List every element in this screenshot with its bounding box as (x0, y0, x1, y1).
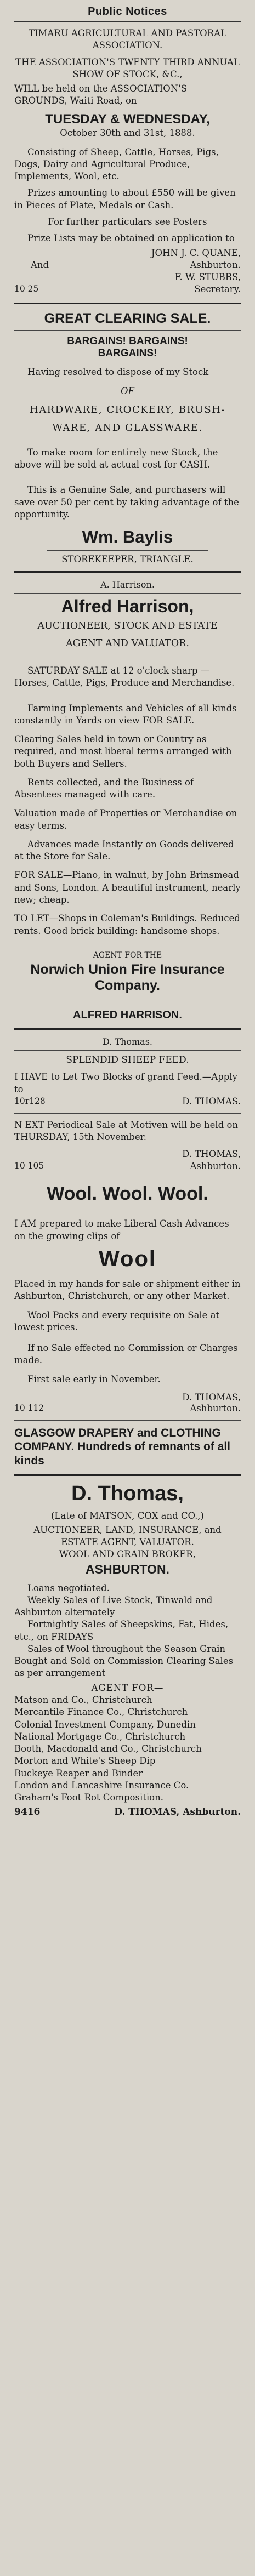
wool-ad (0, 1184, 255, 1415)
thomas1-sig2: D. THOMAS, (182, 1148, 241, 1159)
divider (14, 1050, 241, 1051)
harrison-bottom-name: ALFRED HARRISON. (73, 1009, 182, 1022)
harrison-name: Alfred Harrison, (61, 596, 194, 616)
clearing-bargains1: BARGAINS! BARGAINS! (67, 335, 188, 347)
thomas1-head: SPLENDID SHEEP FEED. (66, 1055, 189, 1066)
harrison-advances: Advances made Instantly on Goods delivered at the Store for Sale. (14, 839, 234, 862)
list-item: Morton and White's Sheep Dip (14, 1756, 156, 1766)
tap-and: And (31, 259, 49, 270)
tap-consisting: Consisting of Sheep, Cattle, Horses, Pigs, Dogs, Dairy and Agricultural Produce, Implements, Wool, etc. (14, 146, 219, 182)
list-item: National Mortgage Co., Christchurch (14, 1731, 186, 1742)
wool-p1: Placed in my hands for sale or shipment either in Ashburton, Christchurch, or any other Market. (14, 1279, 241, 1302)
divider (14, 1474, 241, 1476)
clearing-items1: HARDWARE, CROCKERY, BRUSH- (30, 403, 225, 415)
tap-sig2-role: Secretary. (194, 284, 241, 295)
thomas1-ref2: 10 105 (14, 1160, 44, 1171)
glasgow-ad (0, 1426, 255, 1468)
thomas2-role: AUCTIONEER, LAND, INSURANCE, and ESTATE AGENT, VALUATOR. (33, 1524, 222, 1548)
clearing-title: GREAT CLEARING SALE. (44, 310, 211, 326)
thomas1-place: Ashburton. (190, 1160, 241, 1171)
divider (47, 550, 208, 551)
wool-sig: D. THOMAS, (182, 1392, 241, 1403)
glasgow-text: GLASGOW DRAPERY and CLOTHING COMPANY. Hundreds of remnants of all kinds (14, 1427, 230, 1467)
thomas2-sig: D. THOMAS, Ashburton. (114, 1806, 241, 1818)
harrison-tolet: TO LET—Shops in Coleman's Buildings. Reduced rents. Good brick building: handsome shops. (14, 913, 240, 936)
tap-ref: 10 25 (14, 284, 39, 294)
harrison-norwich: Norwich Union Fire Insurance Company. (30, 961, 225, 993)
tap-prizes: Prizes amounting to about £550 will be given in Pieces of Plate, Medals or Cash. (14, 187, 236, 210)
thomas2-fort: Fortnightly Sales of Sheepskins, Fat, Hides, etc., on FRIDAYS (14, 1619, 229, 1642)
tap-dates: TUESDAY & WEDNESDAY, (45, 111, 210, 127)
list-item: Graham's Foot Rot Composition. (14, 1792, 163, 1803)
thomas1-sig: D. THOMAS. (182, 1096, 241, 1107)
harrison-rents: Rents collected, and the Business of Absentees managed with care. (14, 777, 194, 800)
wool-lead: I AM prepared to make Liberal Cash Advances on the growing clips of (14, 1218, 229, 1241)
thomas2-loans: Loans negotiated. (27, 1582, 110, 1593)
harrison-ad (0, 597, 255, 1022)
harrison-farming: Farming Implements and Vehicles of all kinds constantly in Yards on view FOR SALE. (14, 703, 237, 726)
harrison-forsale: FOR SALE—Piano, in walnut, by John Brinsmead and Sons, London. A beautiful instrument, nearly new; cheap. (14, 870, 241, 905)
clearing-body2: To make room for entirely new Stock, the above will be sold at actual cost for CASH. (14, 447, 218, 470)
list-item: Booth, Macdonald and Co., Christchurch (14, 1743, 202, 1754)
thomas2-ad (0, 1483, 255, 1819)
tap-lead2: WILL be held on the ASSOCIATION'S GROUNDS, Waiti Road, on (14, 83, 187, 106)
harrison-agent-for: AGENT FOR THE (93, 950, 162, 960)
clearing-role: STOREKEEPER, TRIANGLE. (61, 554, 194, 565)
divider (14, 1028, 241, 1030)
thomas2-shipment: Sales of Wool throughout the Season Grain Bought and Sold on Commission Clearing Sales as per arrangement (14, 1643, 234, 1679)
wool-big: Wool (98, 1247, 156, 1272)
harrison-sat: SATURDAY SALE at 12 o'clock sharp —Horses, Cattle, Pigs, Produce and Merchandise. (14, 665, 235, 688)
thomas1-ref: 10r128 (14, 1096, 46, 1106)
wool-title: Wool. Wool. Wool. (47, 1183, 208, 1205)
clearing-items2: WARE, AND GLASSWARE. (52, 421, 203, 434)
wool-ref: 10 112 (14, 1403, 44, 1413)
list-item: Matson and Co., Christchurch (14, 1695, 152, 1705)
thomas1-body: I HAVE to Let Two Blocks of grand Feed.—Apply to (14, 1072, 237, 1095)
tap-notice (0, 22, 255, 296)
divider (14, 593, 241, 594)
clearing-bargains2: BARGAINS! (98, 347, 157, 360)
clearing-body1: Having resolved to dispose of my Stock (27, 367, 209, 378)
wool-p3: If no Sale effected no Commission or Charges made. (14, 1343, 238, 1366)
harrison-valuation: Valuation made of Properties or Merchandise on easy terms. (14, 808, 237, 831)
wool-place: Ashburton. (190, 1403, 241, 1414)
tap-lead: THE ASSOCIATION'S TWENTY THIRD ANNUAL SHOW OF STOCK, &C., (15, 56, 240, 79)
thomas2-wool: WOOL AND GRAIN BROKER, (59, 1549, 196, 1560)
divider (14, 303, 241, 304)
tap-dates2: October 30th and 31st, 1888. (60, 128, 195, 139)
divider (14, 330, 241, 331)
tap-lists: Prize Lists may be obtained on application to (27, 233, 235, 244)
divider (14, 571, 241, 573)
wool-p2: Wool Packs and every requisite on Sale at lowest prices. (14, 1309, 220, 1332)
section-header: Public Notices (88, 5, 167, 18)
tap-org: TIMARU AGRICULTURAL AND PASTORAL ASSOCIATION. (28, 28, 226, 51)
tap-sig1-name: JOHN J. C. QUANE, (151, 247, 241, 258)
thomas2-ref: 9416 (14, 1806, 41, 1818)
clearing-sale (0, 311, 255, 565)
thomas2-agent-list (14, 1694, 241, 1804)
tap-sig1-place: Ashburton. (190, 259, 241, 270)
thomas2-name: D. Thomas, (71, 1481, 184, 1505)
thomas2-agent: AGENT FOR— (91, 1682, 164, 1693)
harrison-role: AUCTIONEER, STOCK AND ESTATE (37, 620, 218, 632)
thomas1-small-title: D. Thomas. (102, 1036, 153, 1047)
list-item: Mercantile Finance Co., Christchurch (14, 1707, 188, 1718)
divider (14, 1113, 241, 1114)
thomas2-late: (Late of MATSON, COX and CO.,) (50, 1510, 204, 1521)
harrison-role2: AGENT AND VALUATOR. (66, 638, 189, 649)
wool-p4: First sale early in November. (27, 1374, 161, 1384)
list-item: London and Lancashire Insurance Co. (14, 1780, 189, 1791)
thomas2-place: ASHBURTON. (86, 1561, 169, 1576)
thomas2-weekly: Weekly Sales of Live Stock, Tinwald and Ashburton alternately (14, 1594, 213, 1618)
clearing-body3: This is a Genuine Sale, and purchasers will save over 50 per cent by taking advantage of the opportunity. (14, 485, 239, 520)
tap-sig2-name: F. W. STUBBS, (174, 272, 241, 283)
list-item: Buckeye Reaper and Binder (14, 1768, 143, 1779)
thomas1-next: N EXT Periodical Sale at Motiven will be held on THURSDAY, 15th November. (14, 1120, 239, 1143)
tap-posters: For further particulars see Posters (48, 216, 207, 227)
harrison-small-title: A. Harrison. (100, 579, 155, 590)
list-item: Colonial Investment Company, Dunedin (14, 1719, 196, 1730)
clearing-name: Wm. Baylis (82, 527, 173, 547)
harrison-clearing: Clearing Sales held in town or Country as required, and most liberal terms arranged with both Buyers and Sellers. (14, 734, 232, 769)
clearing-of: OF (121, 385, 134, 396)
divider (14, 1420, 241, 1421)
thomas1-ad (0, 1054, 255, 1172)
